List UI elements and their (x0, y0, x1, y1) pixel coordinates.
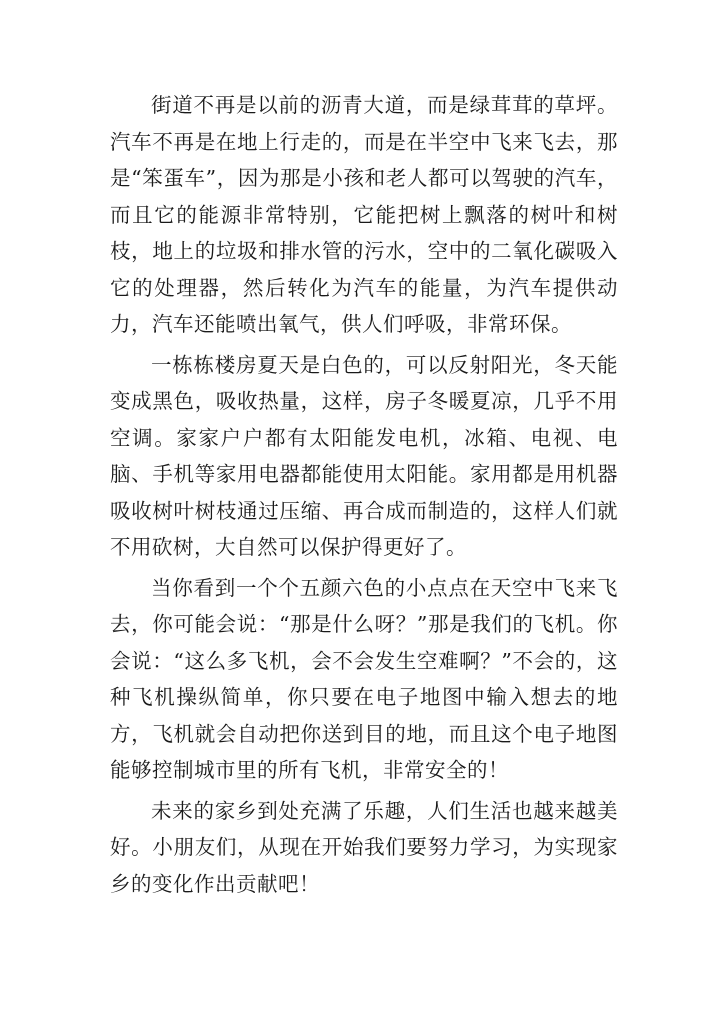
document-body (110, 87, 618, 906)
paragraph-1: 街道不再是以前的沥青大道，而是绿茸茸的草坪。汽车不再是在地上行走的，而是在半空中飞来飞去，那是“笨蛋车”，因为那是小孩和老人都可以驾驶的汽车，而且它的能源非常特别，它能把树上飘落的树叶和树枝，地上的垃圾和排水管的污水，空中的二氧化碳吸入它的处理器，然后转化为汽车的能量，为汽车提供动力，汽车还能喷出氧气，供人们呼吸，非常环保。 (110, 93, 618, 336)
paragraph-3: 当你看到一个个五颜六色的小点点在天空中飞来飞去，你可能会说：“那是什么呀？”那是我们的飞机。你会说：“这么多飞机，会不会发生空难啊？”不会的，这种飞机操纵简单，你只要在电子地图中输入想去的地方，飞机就会自动把你送到目的地，而且这个电子地图能够控制城市里的所有飞机，非常安全的！ (110, 575, 618, 782)
paragraph-2: 一栋栋楼房夏天是白色的，可以反射阳光，冬天能变成黑色，吸收热量，这样，房子冬暖夏凉，几乎不用空调。家家户户都有太阳能发电机，冰箱、电视、电脑、手机等家用电器都能使用太阳能。家用都是用机器吸收树叶树枝通过压缩、再合成而制造的，这样人们就不用砍树，大自然可以保护得更好了。 (110, 352, 618, 559)
paragraph-4: 未来的家乡到处充满了乐趣，人们生活也越来越美好。小朋友们，从现在开始我们要努力学习，为实现家乡的变化作出贡献吧！ (110, 798, 618, 896)
